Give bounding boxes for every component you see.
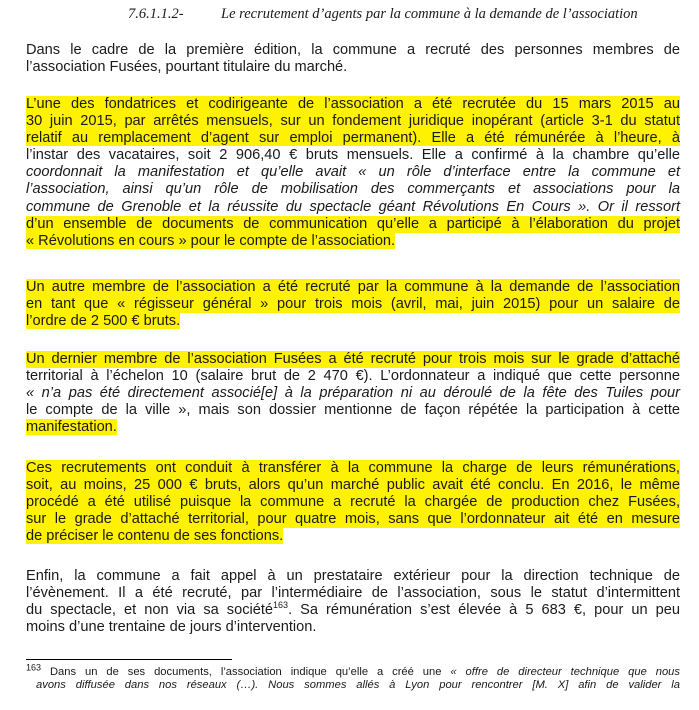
text-line: soit, au moins, 25 000 € bruts, alors qu’un marché public avait été conclu. En 2016, le même [26, 477, 680, 494]
text-line [26, 602, 680, 619]
text-line: territorial à l’échelon 10 (salaire brut de 2 470 €). L’ordonnateur a indiqué que cette personne [26, 368, 680, 385]
footnote-line [26, 662, 680, 679]
text-line: Un dernier membre de l’association Fusées a été recruté pour trois mois sur le grade d’attaché [26, 351, 680, 367]
highlighted-text: « Révolutions en cours » pour le compte de l’association. [26, 232, 396, 249]
text-line: Un autre membre de l’association a été recruté par la commune à la demande de l’association [26, 279, 680, 295]
footnote-number: 163 [26, 662, 42, 673]
highlighted-text: de préciser le contenu de ses fonctions. [26, 528, 284, 545]
text-line [26, 528, 680, 545]
text-line: moins d’une trentaine de jours d’intervention. [26, 619, 317, 636]
section-title: Le recrutement d’agents par la commune à la demande de l’association [221, 6, 638, 22]
footnote-line [26, 679, 680, 692]
text-line [26, 233, 680, 250]
quoted-text: coordonnait la manifestation et qu’elle avait « un rôle d’interface entre la commune et [26, 164, 680, 181]
text-line [26, 419, 680, 436]
paragraph-attache [26, 351, 680, 436]
quoted-text: l’association, ainsi qu’un rôle de mobilisation des commerçants et associations pour la [26, 181, 680, 198]
text-line: en tant que « régisseur général » pour trois mois (avril, mai, juin 2015) pour un salaire de [26, 296, 680, 313]
text-line: le compte de la ville », mais son dossier mentionne de façon répétée la participation à cette [26, 402, 680, 419]
text-line: sur le grade d’attaché territorial, pour quatre mois, sans que l’ordonnateur ait été en mesure [26, 511, 680, 528]
text-line [26, 130, 680, 147]
quoted-text: commune de Grenoble et la réussite du spectacle géant Révolutions En Cours ». Or il ressort [26, 198, 680, 215]
text-segment: du spectacle, et non via sa société [26, 602, 274, 619]
text-line [26, 164, 680, 181]
footnote-quote: « offre de directeur technique que nous [450, 666, 680, 678]
paragraph-recrutements [26, 460, 680, 545]
text-line: procédé a été utilisé puisque la commune a recruté la chargée de production chez Fusées, [26, 494, 680, 511]
footnote-reference[interactable]: 163 [273, 600, 289, 611]
footnote-quote: avons diffusée dans nos réseaux (…). Nous sommes allés à Lyon pour rencontrer [M. X] afin de valider la [36, 679, 680, 691]
text-line: l’association Fusées, pourtant titulaire du marché. [26, 59, 348, 76]
paragraph-cofounder [26, 96, 680, 250]
paragraph-intro [26, 42, 680, 76]
paragraph-regisseur [26, 279, 680, 330]
text-line: Ces recrutements ont conduit à transférer à la commune la charge de leurs rémunérations, [26, 460, 680, 476]
text-line: l’évènement. Il a été recruté, par l’intermédiaire de l’association, sous le statut d’intermittent [26, 585, 680, 602]
text-line: Dans le cadre de la première édition, la commune a recruté des personnes membres de [26, 42, 680, 58]
text-line [26, 385, 680, 402]
text-line: l’instar des vacataires, soit 2 906,40 € bruts mensuels. Elle a confirmé à la chambre qu’elle [26, 147, 680, 164]
text-line: 30 juin 2015, par arrêtés mensuels, sur un fondement juridique inopérant (article 3-1 du statut [26, 113, 680, 130]
text-segment: . Sa rémunération s’est élevée à 5 683 €, pour un peu [288, 602, 680, 619]
highlighted-text: l’ordre de 2 500 € bruts. [26, 313, 181, 330]
text-line [26, 181, 680, 198]
text-line: L’une des fondatrices et codirigeante de l’association a été recrutée du 15 mars 2015 au [26, 96, 680, 112]
footnote-separator [26, 659, 232, 660]
section-number: 7.6.1.1.2- [128, 6, 184, 22]
quoted-text: « n’a pas été directement associé[e] à la préparation ni au déroulé de la fête des Tuiles pour [26, 385, 680, 402]
text-line [26, 199, 680, 216]
paragraph-prestataire [26, 568, 680, 636]
text-line: Enfin, la commune a fait appel à un prestataire extérieur pour la direction technique de [26, 568, 680, 584]
footnote-text: Dans un de ses documents, l’association indique qu’elle a créé une [41, 666, 451, 678]
highlighted-text: relatif au remplacement d’agent sur emploi permanent). Elle a été rémunérée à l’heure, à [26, 130, 680, 147]
footnote [26, 662, 680, 692]
highlighted-text: manifestation. [26, 419, 117, 436]
text-line: d’un ensemble de documents de communication qu’elle a participé à l’élaboration du projet [26, 215, 680, 232]
text-line [26, 313, 680, 330]
